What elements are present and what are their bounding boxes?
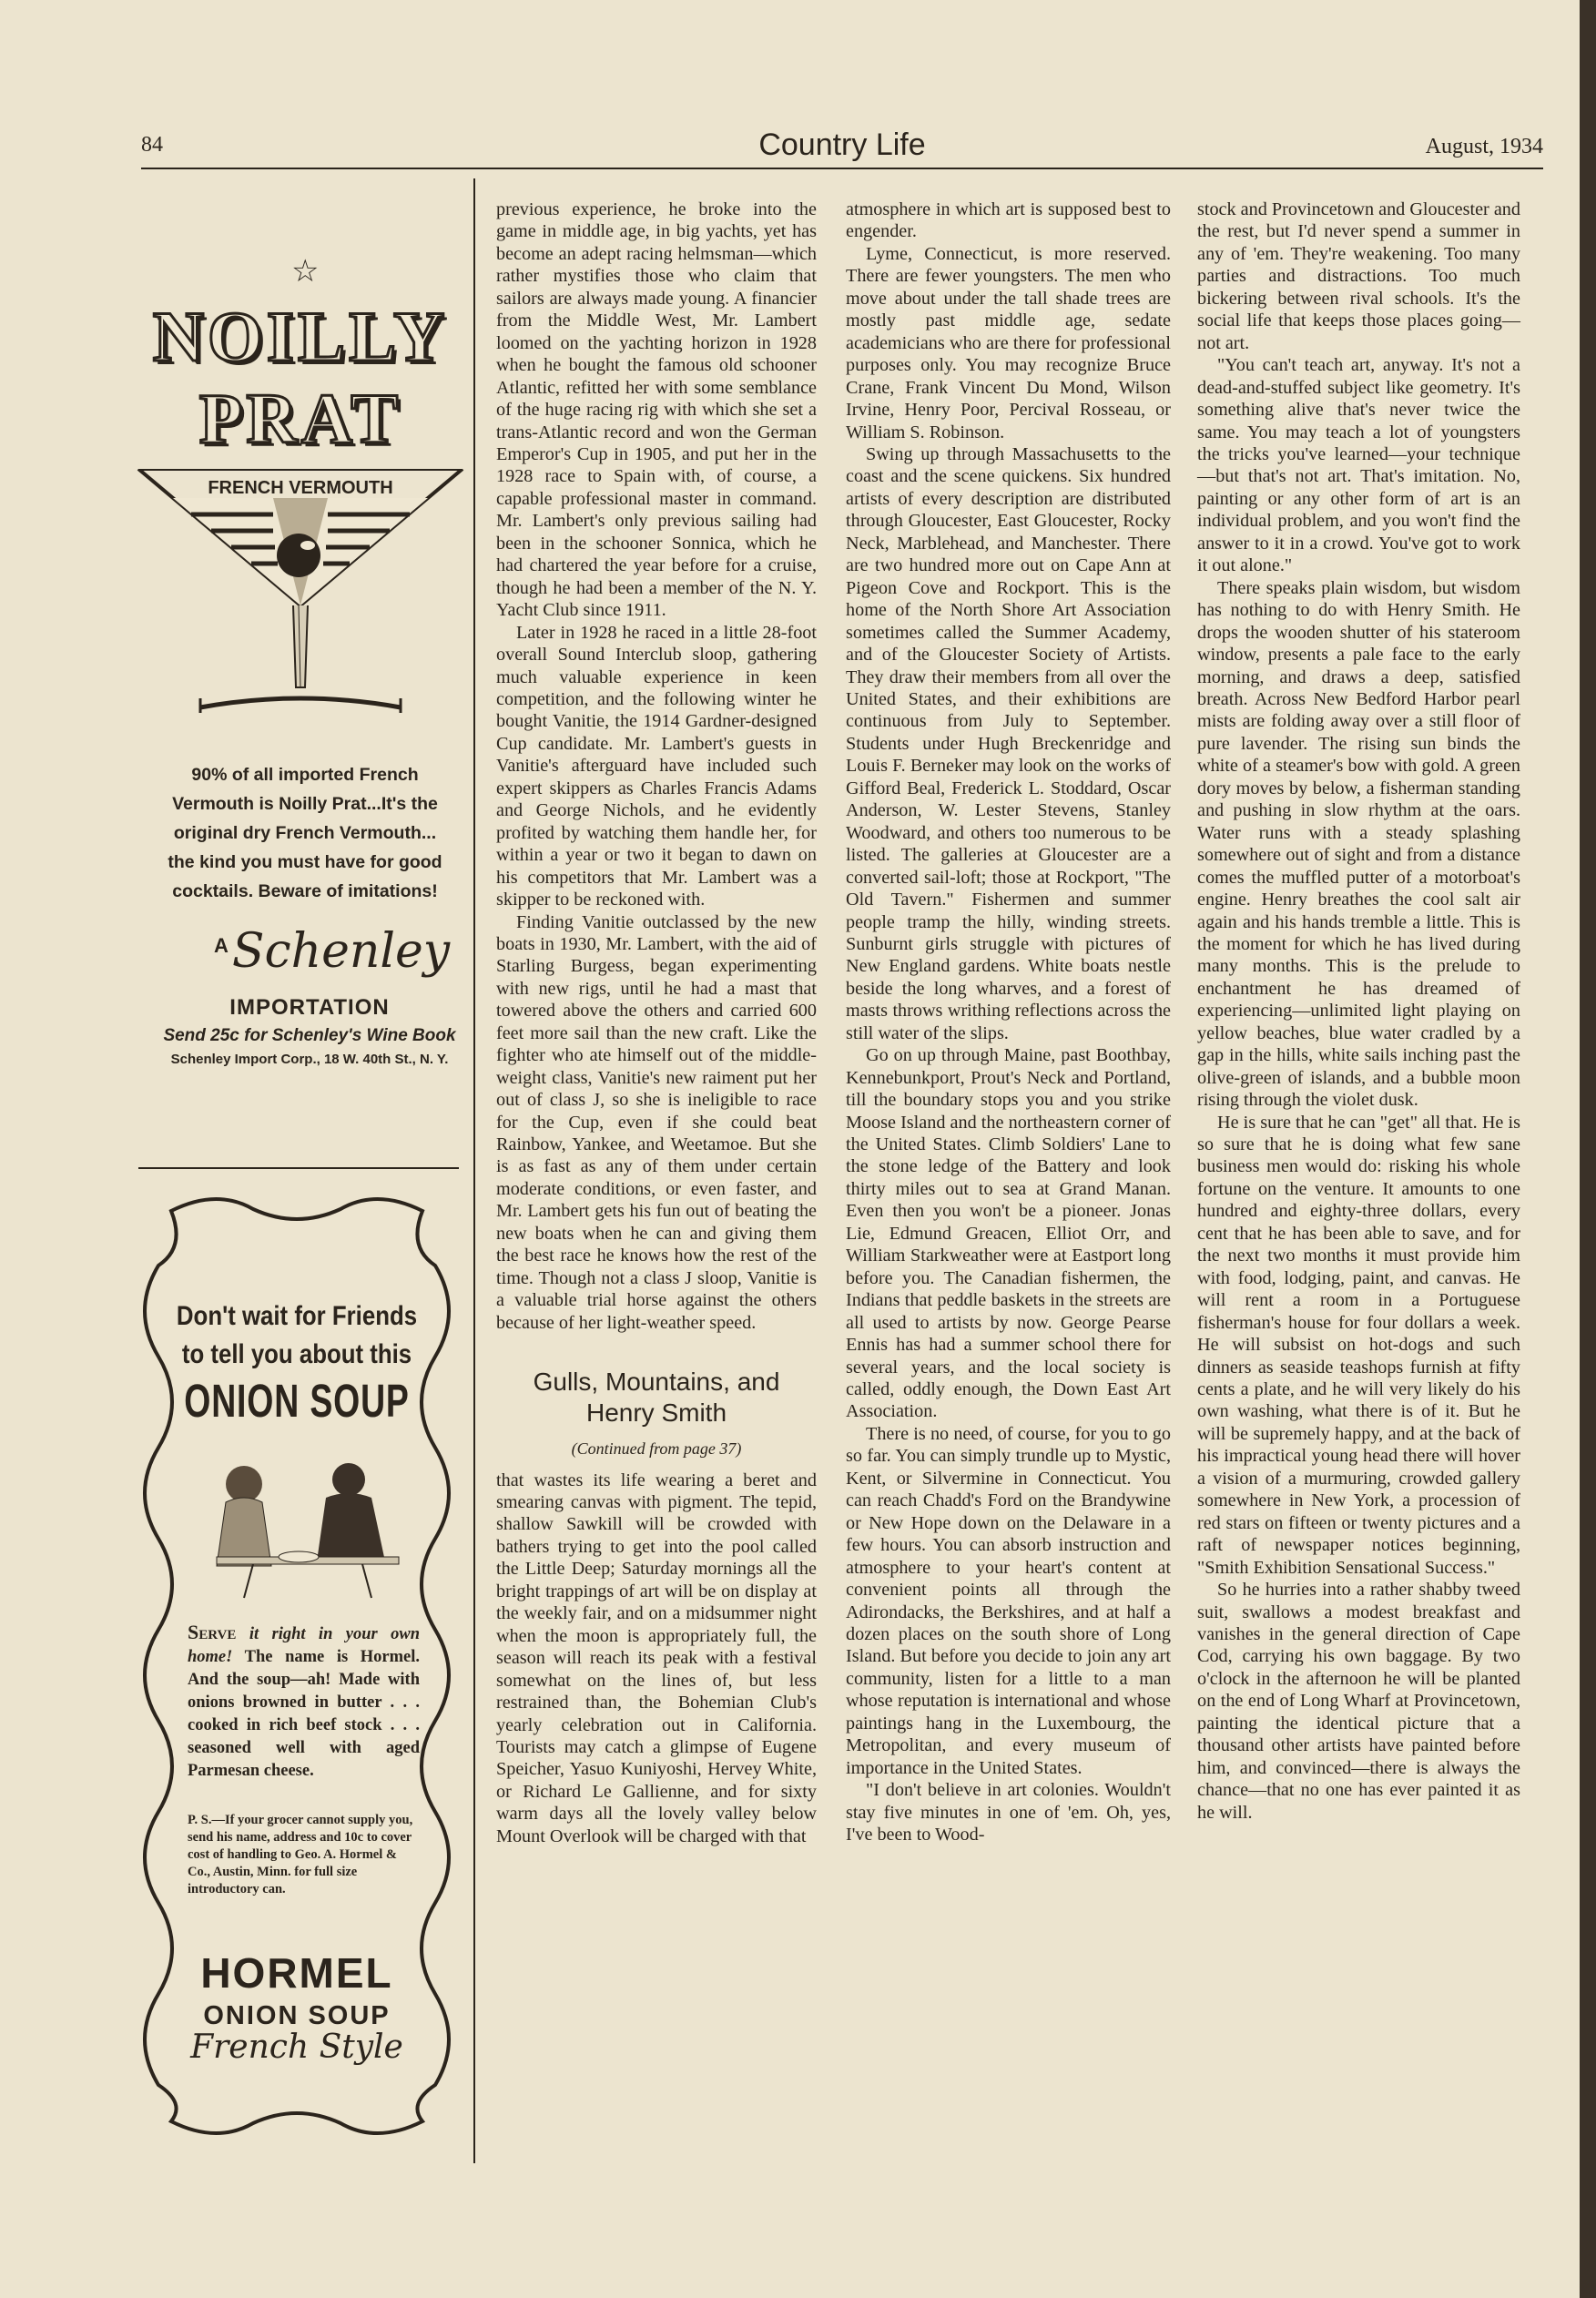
brand-line-1: NOILLY bbox=[152, 297, 449, 376]
paragraph: atmosphere in which art is supposed best to engender. bbox=[846, 199, 1171, 242]
hormel-ad bbox=[135, 1193, 459, 2140]
ad-text-line: 90% of all imported French bbox=[191, 765, 419, 785]
article-column-3 bbox=[1197, 198, 1520, 1824]
a-label: A bbox=[214, 934, 229, 957]
french-style-script: French Style bbox=[190, 2029, 403, 2066]
wine-book-offer: Send 25c for Schenley's Wine Book bbox=[163, 1026, 456, 1045]
ad-text-line: cocktails. Beware of imitations! bbox=[172, 881, 438, 901]
paragraph: that wastes its life wearing a beret and smearing canvas with pigment. The tepid, shallow Sawkill will be crowded with bathers trying to get into the pool called the Little Deep; Saturday mornings all the bright trappings of art will be on display at the weekly fair, and on a midsummer night when the moon is appropriately full, the season will reach its peak with a festival somewhat on the lines of, but less restrained than, the Bohemian Club's yearly celebration out in California. Tourists may catch a glimpse of Eugene Speicher, Yasuo Kuniyoshi, Hervey White, or Richard Le Gallienne, and for sixty warm days all the lovely valley below Mount Overlook will be charged with that bbox=[496, 1469, 817, 1846]
onion-soup-headline: ONION SOUP bbox=[184, 1376, 410, 1428]
ad-text-line: original dry French Vermouth... bbox=[173, 823, 437, 843]
issue-date: August, 1934 bbox=[1425, 135, 1543, 158]
article-column-1 bbox=[496, 198, 817, 1847]
cocktail-glass-icon bbox=[137, 469, 464, 760]
importation-label: IMPORTATION bbox=[229, 995, 390, 1020]
magazine-title: Country Life bbox=[758, 127, 926, 162]
headline-line-2: to tell you about this bbox=[181, 1339, 412, 1369]
article-column-2 bbox=[846, 198, 1171, 1846]
serve-text bbox=[188, 1621, 420, 1783]
paragraph: Finding Vanitie outclassed by the new boats in 1930, Mr. Lambert, with the aid of Starling Burgess, began experimenting with new rigs, until he had a mast that towered above the others and carried 600 feet more sail than the new craft. Like the fighter who ate himself out of the middle-weight class, Vanitie's new raiment put her out of class J, so she is ineligible to race for the Cup, even if she could beat Rainbow, Yankee, and Weetamoe. But she is as fast as any of them under certain moderate conditions, or even faster, and Mr. Lambert gets his fun out of beating the new boats when he can and giving them the best race he knows how the rest of the time. Though not a class J sloop, Vanitie is a valuable trial horse against the others because of her light-weather speed. bbox=[496, 911, 817, 1333]
column-divider bbox=[473, 178, 475, 2163]
hormel-logo: HORMEL bbox=[200, 1949, 393, 1997]
corp-address: Schenley Import Corp., 18 W. 40th St., N. Y. bbox=[170, 1052, 449, 1067]
header-rule bbox=[141, 168, 1543, 169]
paragraph: He is sure that he can "get" all that. He is so sure that he is doing what few sane business men would do: risking his whole fortune on the venture. It amounts to one hundred and eighty-three dollars, every cent that he has been able to save, and for the next two months it must provide him with food, lodging, paint, and canvas. He will rent a room in a Portuguese fisherman's house for four dollars a week. He will subsist on hot-dogs and such dinners as seaside teashops furnish at fifty cents a plate, and he will very likely do his own washing, what there is of it. But he will be supremely happy, and at the back of his impractical young head there will hover a vision of a murmuring, crowded gallery somewhere in New York, a procession of red stars on fifteen or twenty pictures and a raft of newspaper notices beginning, "Smith Exhibition Sensational Success." bbox=[1197, 1112, 1520, 1578]
brand-line-2: PRAT bbox=[198, 379, 402, 458]
schenley-script: Schenley bbox=[231, 924, 451, 979]
noilly-prat-ad bbox=[137, 250, 464, 1070]
serve-italic: it right in your own home! bbox=[188, 1625, 421, 1666]
ad-text-line: Vermouth is Noilly Prat...It's the bbox=[172, 794, 438, 814]
ps-text: P. S.—If your grocer cannot supply you, send his name, address and 10c to cover cost of handling to Geo. A. Hormel & Co., Austin, Minn. for full size introductory can. bbox=[188, 1813, 413, 1896]
paragraph: stock and Provincetown and Gloucester and the rest, but I'd never spend a summer in any of 'em. They're weakening. Too many parties and distractions. Too much bickering between rival schools. It's the social life that keeps those places going—not art. bbox=[1197, 199, 1520, 353]
headline bbox=[173, 1297, 421, 1374]
paragraph: So he hurries into a rather shabby tweed suit, swallows a modest breakfast and vanishes in the general direction of Cape Cod, carrying his own baggage. By two o'clock in the afternoon he will be planted on the end of Long Wharf at Provincetown, painting the identical picture that a thousand other artists have painted before him, and convinced—there is always the chance—that no one has ever painted it as he will. bbox=[1197, 1580, 1520, 1823]
paragraph: Swing up through Massachusetts to the coast and the scene quickens. Six hundred artists of every description are distributed through Gloucester, East Gloucester, Rocky Neck, Marblehead, and Manchester. There are two hundred more out on Cape Ann at Pigeon Cove and Rockport. This is the home of the North Shore Art Association sometimes called the Summer Academy, and of the Gloucester Society of Artists. They draw their members from all over the United States, and their exhibitions are continuous from July to September. Students under Hugh Breckenridge and Louis F. Berneker may look on the works of Gifford Beal, Frederick L. Stoddard, Oscar Anderson, W. Lester Stevens, Stanley Woodward, and others too numerous to be listed. The galleries at Gloucester are a converted sail-loft; those at Rockport, "The Old Tavern." Fishermen and summer people tramp the hilly, winding streets. Sunburnt girls struggle with pictures of New England gardens. White boats nestle beside the long wharves, and a forest of masts throws writhing reflections across the still water of the slips. bbox=[846, 443, 1171, 1043]
paragraph: Go on up through Maine, past Boothbay, Kennebunkport, Prout's Neck and Portland, till the boundary stops you and you strike Moose Island and the northeastern corner of the United States. Climb Soldiers' Lane to the stone ledge of the Battery and look thirty miles out to sea at Grand Manan. Even then you won't be a pioneer. Jonas Lie, Edmund Greacen, Elliot Orr, and William Starkweather were at Eastport long before you. The Canadian fishermen, the Indians that peddle baskets in the streets are all used to artists by now. George Pearse Ennis has had a summer school there for several years, and the local society is called, oddly enough, the Down East Art Association. bbox=[846, 1045, 1171, 1422]
headline-line-1: Don't wait for Friends bbox=[176, 1301, 418, 1331]
section-title: Gulls, Mountains, and Henry Smith bbox=[533, 1368, 780, 1428]
serve-rest: The name is Hormel. And the soup—ah! Made with onions browned in butter . . . cooked in rich beef stock . . . seasoned well with aged Parmesan cheese. bbox=[188, 1648, 421, 1780]
page-number: 84 bbox=[141, 133, 163, 157]
schenley-logo bbox=[214, 924, 451, 979]
ad-text-line: the kind you must have for good bbox=[168, 852, 442, 872]
paragraph: There speaks plain wisdom, but wisdom has nothing to do with Henry Smith. He drops the wooden shutter of his stateroom window, presents a pale face to the early morning, and draws a deep, satisfied breath. Across New Bedford Harbor pearl mists are folding away over a still floor of pure lavender. The rising sun binds the white of a steamer's bow with gold. A green dory moves by below, a fisherman standing and pushing in slow rhythm at the oars. Water runs with a steady splashing somewhere out of sight and from a distance comes the muffled putter of a motorboat's engine. Henry breathes the cool salt air again and his hands tremble a little. This is the moment for which he has lived during many months. This is the prelude to enchantment he has dreamed of experiencing—unlimited light playing on yellow beaches, blue water cradled by a gap in the hills, white sails inching past the olive-green of islands, and a bubble moon rising through the violet dusk. bbox=[1197, 577, 1520, 1111]
onion-soup-logo: ONION SOUP bbox=[203, 2001, 391, 2030]
paragraph: "I don't believe in art colonies. Wouldn't stay five minutes in one of 'em. Oh, yes, I've been to Wood- bbox=[846, 1780, 1171, 1846]
paragraph: previous experience, he broke into the game in middle age, in big yachts, yet has become an adept racing helmsman—which rather mystifies those who claim that sailors are always made young. A financier from the Middle West, Mr. Lambert loomed on the yachting horizon in 1928 when he bought the famous old schooner Atlantic, refitted her with some semblance of the huge racing rig with which she set a trans-Atlantic record and won the German Emperor's Cup in 1905, and put her in the 1928 race to Spain with, of course, a capable professional master in command. Mr. Lambert's only previous sailing had been in the schooner Sonnica, which he had chartered the year before for a cruise, though he had been a member of the N. Y. Yacht Club since 1911. bbox=[496, 199, 817, 621]
running-header bbox=[141, 127, 1543, 168]
paragraph: Lyme, Connecticut, is more reserved. There are fewer youngsters. The men who move about under the tall shade trees are mostly past middle age, sedate academicians who are there for professional purposes only. You may recognize Bruce Crane, Frank Vincent Du Mond, Wilson Irvine, Henry Poor, Percival Rosseau, or William S. Robinson. bbox=[846, 243, 1171, 442]
paragraph: Later in 1928 he raced in a little 28-foot overall Sound Interclub sloop, gathering much valuable experience in keen competition, and the following winter he bought Vanitie, the 1914 Gardner-designed Cup candidate. Mr. Lambert's guests in Vanitie's afterguard have included such expert skippers as Charles Francis Adams and George Nichols, and he evidently profited by watching them handle her, for within a year or two it began to dawn on his competitors that Mr. Lambert was a skipper to be reckoned with. bbox=[496, 622, 817, 910]
ad-body-text bbox=[155, 760, 455, 906]
vermouth-label: FRENCH VERMOUTH bbox=[208, 478, 393, 498]
page-edge bbox=[1580, 0, 1596, 2298]
star-icon: ☆ bbox=[291, 255, 320, 289]
ad-divider bbox=[138, 1167, 459, 1169]
serve-lead: Serve bbox=[188, 1621, 237, 1643]
continued-note: (Continued from page 37) bbox=[571, 1439, 742, 1459]
paragraph: "You can't teach art, anyway. It's not a dead-and-stuffed subject like geometry. It's something alive that's never twice the same. You may teach a lot of youngsters the tricks you've learned—your technique—but that's not art. That's imitation. No, painting or any other form of art is an individual problem, and you won't find the answer to it in a crowd. You've got to work it out alone." bbox=[1197, 355, 1520, 576]
paragraph: There is no need, of course, for you to go so far. You can simply trundle up to Mystic, Kent, or Silvermine in Connecticut. You can reach Chadd's Ford on the Brandywine or New Hope down on the Delaware in a few hours. You can absorb instruction and atmosphere to your heart's content at convenient points all through the Adirondacks, the Berkshires, and at half a dozen places on the south shore of Long Island. But before you decide to join any art community, listen for a little to a man whose reputation is international and whose paintings hang in the Luxembourg, the Metropolitan, and every museum of importance in the United States. bbox=[846, 1423, 1171, 1778]
dining-couple-illustration bbox=[189, 1448, 408, 1602]
